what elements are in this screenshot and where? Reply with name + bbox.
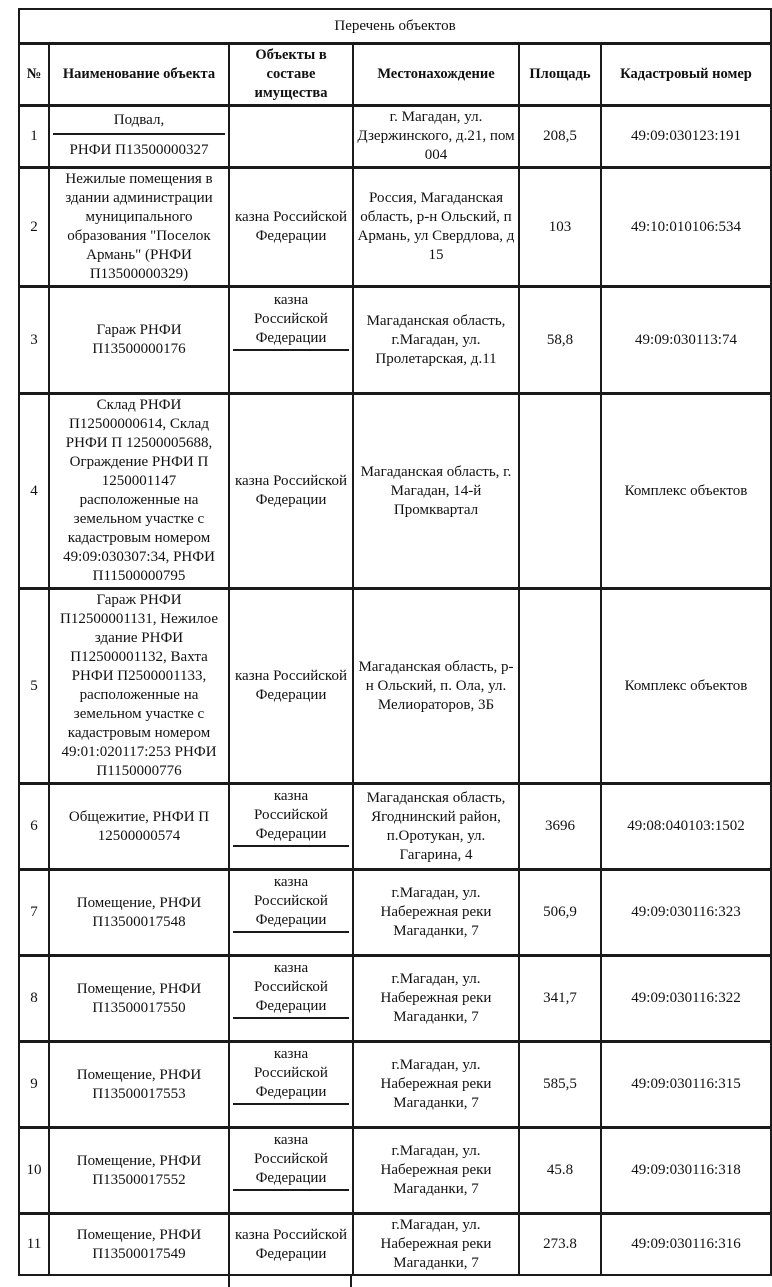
area-cell: 273.8 xyxy=(519,1214,601,1276)
object-name-cell: Гараж РНФИ П13500000176 xyxy=(49,287,229,394)
composition-empty-subcell xyxy=(233,1019,349,1039)
object-name-cell: Общежитие, РНФИ П 12500000574 xyxy=(49,784,229,870)
cadastral-cell: 49:09:030116:316 xyxy=(601,1214,771,1276)
table-row xyxy=(19,1042,771,1128)
composition-text: казна Российской Федерации xyxy=(233,1044,349,1105)
composition-cell xyxy=(229,1128,353,1214)
header-number: № xyxy=(19,44,49,106)
cadastral-cell: 49:09:030116:315 xyxy=(601,1042,771,1128)
composition-text: казна Российской Федерации xyxy=(233,786,349,847)
area-cell: 45.8 xyxy=(519,1128,601,1214)
object-name-part-1: Подвал, xyxy=(53,108,225,135)
composition-cell: казна Российской Федерации xyxy=(229,589,353,784)
area-cell: 585,5 xyxy=(519,1042,601,1128)
object-name-cell: Гараж РНФИ П12500001131, Нежилое здание РНФИ П12500001132, Вахта РНФИ П2500001133, расположенные на земельном участке с кадастровым номером 49:01:020117:253 РНФИ П1150000776 xyxy=(49,589,229,784)
table-row xyxy=(19,106,771,168)
cadastral-cell: 49:08:040103:1502 xyxy=(601,784,771,870)
cadastral-cell: 49:09:030116:323 xyxy=(601,870,771,956)
area-cell: 58,8 xyxy=(519,287,601,394)
header-cadastral: Кадастровый номер xyxy=(601,44,771,106)
table-title: Перечень объектов xyxy=(19,9,771,44)
table-row xyxy=(19,956,771,1042)
location-cell: Россия, Магаданская область, р-н Ольский, п Армань, ул Свердлова, д 15 xyxy=(353,168,519,287)
object-name-cell: Склад РНФИ П12500000614, Склад РНФИ П 12500005688, Ограждение РНФИ П 1250001147 расположенные на земельном участке с кадастровым номером 49:09:030307:34, РНФИ П11500000795 xyxy=(49,394,229,589)
composition-cell xyxy=(229,956,353,1042)
cadastral-cell: Комплекс объектов xyxy=(601,394,771,589)
composition-empty-subcell xyxy=(233,1191,349,1211)
cadastral-cell: 49:10:010106:534 xyxy=(601,168,771,287)
row-number: 9 xyxy=(19,1042,49,1128)
header-location: Местонахождение xyxy=(353,44,519,106)
object-name-cell: Помещение, РНФИ П13500017549 xyxy=(49,1214,229,1276)
row-number: 2 xyxy=(19,168,49,287)
composition-text: казна Российской Федерации xyxy=(233,1130,349,1191)
cadastral-cell: 49:09:030116:322 xyxy=(601,956,771,1042)
location-cell: г. Магадан, ул. Дзержинского, д.21, пом 004 xyxy=(353,106,519,168)
header-area: Площадь xyxy=(519,44,601,106)
composition-cell: казна Российской Федерации xyxy=(229,394,353,589)
header-object-name: Наименование объекта xyxy=(49,44,229,106)
table-row xyxy=(19,168,771,287)
area-cell: 103 xyxy=(519,168,601,287)
row-number: 3 xyxy=(19,287,49,394)
row-number: 4 xyxy=(19,394,49,589)
composition-empty-subcell xyxy=(233,1105,349,1125)
table-row xyxy=(19,784,771,870)
table-row xyxy=(19,287,771,394)
row-number: 1 xyxy=(19,106,49,168)
row-number: 8 xyxy=(19,956,49,1042)
location-cell: г.Магадан, ул. Набережная реки Магаданки, 7 xyxy=(353,1128,519,1214)
table-row xyxy=(19,1128,771,1214)
area-cell: 341,7 xyxy=(519,956,601,1042)
objects-table xyxy=(18,8,772,1276)
row-number: 11 xyxy=(19,1214,49,1276)
row-number: 6 xyxy=(19,784,49,870)
composition-text: казна Российской Федерации xyxy=(233,289,349,351)
table-row xyxy=(19,589,771,784)
table-row xyxy=(19,870,771,956)
cadastral-cell: 49:09:030113:74 xyxy=(601,287,771,394)
cadastral-cell: 49:09:030116:318 xyxy=(601,1128,771,1214)
area-cell xyxy=(519,589,601,784)
location-cell: Магаданская область, г.Магадан, ул. Пролетарская, д.11 xyxy=(353,287,519,394)
object-name-part-2: РНФИ П13500000327 xyxy=(69,141,209,158)
object-name-cell: Помещение, РНФИ П13500017548 xyxy=(49,870,229,956)
location-cell: г.Магадан, ул. Набережная реки Магаданки, 7 xyxy=(353,1214,519,1276)
row-number: 10 xyxy=(19,1128,49,1214)
location-cell: г.Магадан, ул. Набережная реки Магаданки, 7 xyxy=(353,956,519,1042)
location-cell: Магаданская область, г. Магадан, 14-й Промквартал xyxy=(353,394,519,589)
area-cell: 506,9 xyxy=(519,870,601,956)
location-cell: Магаданская область, р-н Ольский, п. Ола, ул. Мелиораторов, 3Б xyxy=(353,589,519,784)
table-header-row xyxy=(19,44,771,106)
area-cell: 208,5 xyxy=(519,106,601,168)
composition-empty-subcell xyxy=(233,351,349,391)
composition-cell: казна Российской Федерации xyxy=(229,1214,353,1276)
area-cell: 3696 xyxy=(519,784,601,870)
object-name-cell: Помещение, РНФИ П13500017552 xyxy=(49,1128,229,1214)
composition-cell xyxy=(229,1042,353,1128)
composition-cell xyxy=(229,287,353,394)
row-number: 5 xyxy=(19,589,49,784)
composition-text: казна Российской Федерации xyxy=(233,958,349,1019)
cadastral-cell: Комплекс объектов xyxy=(601,589,771,784)
composition-empty-subcell xyxy=(233,847,349,867)
cadastral-cell: 49:09:030123:191 xyxy=(601,106,771,168)
header-composition: Объекты в составе имущества xyxy=(229,44,353,106)
table-row xyxy=(19,1214,771,1276)
location-cell: г.Магадан, ул. Набережная реки Магаданки, 7 xyxy=(353,870,519,956)
object-name-cell: Помещение, РНФИ П13500017550 xyxy=(49,956,229,1042)
object-name-cell xyxy=(49,106,229,168)
table-title-row xyxy=(19,9,771,44)
composition-cell xyxy=(229,784,353,870)
row-number: 7 xyxy=(19,870,49,956)
location-cell: Магаданская область, Ягоднинский район, п.Оротукан, ул. Гагарина, 4 xyxy=(353,784,519,870)
composition-cell: казна Российской Федерации xyxy=(229,168,353,287)
composition-subcell-tails xyxy=(228,1276,352,1287)
area-cell xyxy=(519,394,601,589)
composition-text: казна Российской Федерации xyxy=(233,872,349,933)
composition-empty-subcell xyxy=(233,933,349,953)
object-name-cell: Нежилые помещения в здании администрации муниципального образования "Поселок Армань" (РНФИ П13500000329) xyxy=(49,168,229,287)
table-row xyxy=(19,394,771,589)
composition-cell xyxy=(229,870,353,956)
location-cell: г.Магадан, ул. Набережная реки Магаданки, 7 xyxy=(353,1042,519,1128)
object-name-cell: Помещение, РНФИ П13500017553 xyxy=(49,1042,229,1128)
composition-cell xyxy=(229,106,353,168)
